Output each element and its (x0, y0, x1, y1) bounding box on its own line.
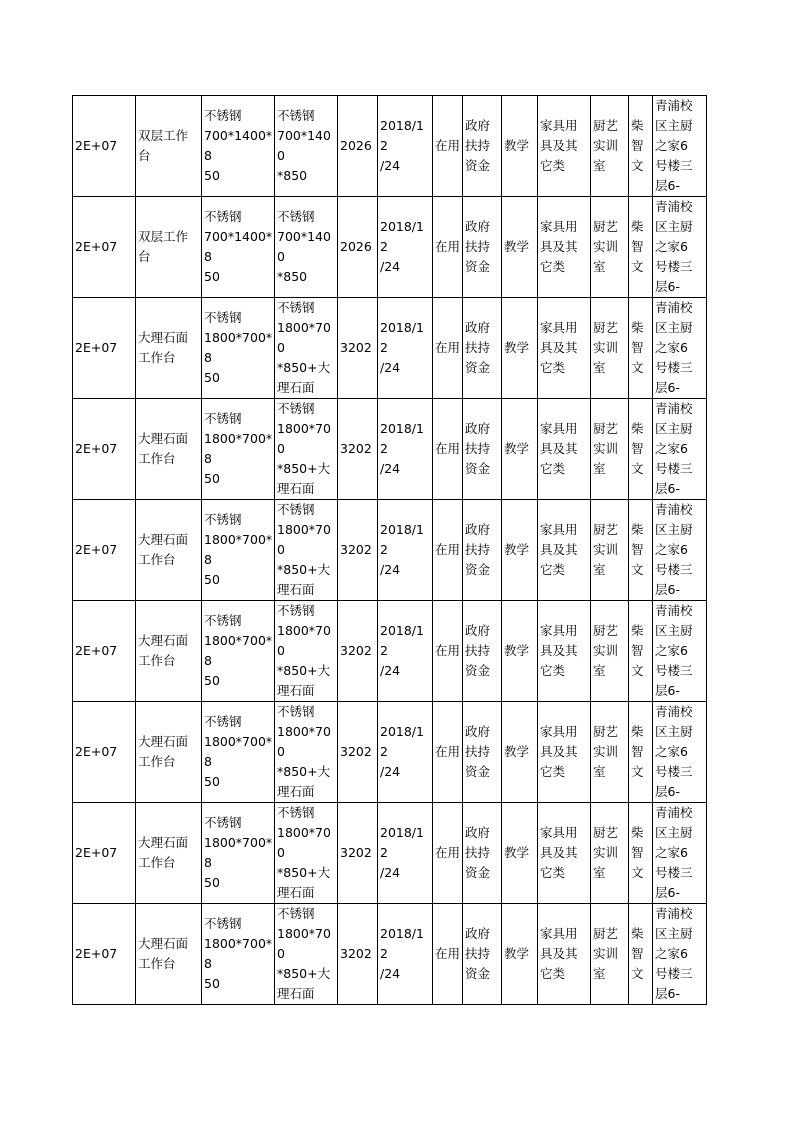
cell-location: 青浦校 区主厨 之家6 号楼三 层6- (653, 702, 707, 803)
cell-date: 2018/12 /24 (378, 399, 433, 500)
table-row (73, 96, 707, 197)
cell-material-spec: 不锈钢 1800*700*8 50 (202, 601, 275, 702)
cell-spec: 不锈钢 1800*700 *850+大 理石面 (275, 399, 338, 500)
cell-room: 厨艺 实训 室 (591, 298, 629, 399)
cell-status: 在用 (433, 500, 463, 601)
cell-status: 在用 (433, 298, 463, 399)
cell-room: 厨艺 实训 室 (591, 500, 629, 601)
cell-spec: 不锈钢 1800*700 *850+大 理石面 (275, 500, 338, 601)
cell-funding: 政府 扶持 资金 (463, 702, 502, 803)
cell-value: 2E+07 (73, 298, 136, 399)
cell-location: 青浦校 区主厨 之家6 号楼三 层6- (653, 96, 707, 197)
cell-date: 2018/12 /24 (378, 197, 433, 298)
cell-date: 2018/12 /24 (378, 904, 433, 1005)
cell-spec: 不锈钢 1800*700 *850+大 理石面 (275, 298, 338, 399)
cell-spec: 不锈钢 1800*700 *850+大 理石面 (275, 601, 338, 702)
cell-location: 青浦校 区主厨 之家6 号楼三 层6- (653, 500, 707, 601)
cell-value: 2E+07 (73, 96, 136, 197)
cell-category: 家具用 具及其 它类 (538, 601, 591, 702)
cell-material-spec: 不锈钢 1800*700*8 50 (202, 803, 275, 904)
cell-name: 大理石面 工作台 (136, 399, 202, 500)
cell-location: 青浦校 区主厨 之家6 号楼三 层6- (653, 298, 707, 399)
cell-usage: 教学 (502, 298, 538, 399)
table-row (73, 702, 707, 803)
cell-person: 柴 智 文 (629, 904, 653, 1005)
cell-date: 2018/12 /24 (378, 803, 433, 904)
cell-funding: 政府 扶持 资金 (463, 399, 502, 500)
cell-name: 大理石面 工作台 (136, 500, 202, 601)
cell-category: 家具用 具及其 它类 (538, 298, 591, 399)
cell-funding: 政府 扶持 资金 (463, 904, 502, 1005)
cell-name: 大理石面 工作台 (136, 601, 202, 702)
cell-status: 在用 (433, 803, 463, 904)
cell-person: 柴 智 文 (629, 601, 653, 702)
cell-usage: 教学 (502, 904, 538, 1005)
cell-amount: 3202 (338, 500, 378, 601)
cell-spec: 不锈钢 1800*700 *850+大 理石面 (275, 803, 338, 904)
cell-name: 大理石面 工作台 (136, 702, 202, 803)
cell-material-spec: 不锈钢 1800*700*8 50 (202, 702, 275, 803)
table-row (73, 500, 707, 601)
cell-location: 青浦校 区主厨 之家6 号楼三 层6- (653, 803, 707, 904)
cell-amount: 3202 (338, 904, 378, 1005)
cell-funding: 政府 扶持 资金 (463, 601, 502, 702)
cell-status: 在用 (433, 702, 463, 803)
cell-person: 柴 智 文 (629, 298, 653, 399)
cell-material-spec: 不锈钢 1800*700*8 50 (202, 399, 275, 500)
cell-value: 2E+07 (73, 702, 136, 803)
cell-amount: 3202 (338, 399, 378, 500)
cell-value: 2E+07 (73, 399, 136, 500)
cell-room: 厨艺 实训 室 (591, 904, 629, 1005)
cell-location: 青浦校 区主厨 之家6 号楼三 层6- (653, 904, 707, 1005)
cell-person: 柴 智 文 (629, 197, 653, 298)
cell-value: 2E+07 (73, 500, 136, 601)
cell-person: 柴 智 文 (629, 96, 653, 197)
cell-usage: 教学 (502, 500, 538, 601)
cell-status: 在用 (433, 197, 463, 298)
cell-person: 柴 智 文 (629, 803, 653, 904)
cell-category: 家具用 具及其 它类 (538, 803, 591, 904)
table-row (73, 601, 707, 702)
cell-material-spec: 不锈钢 700*1400*8 50 (202, 197, 275, 298)
table-row (73, 803, 707, 904)
cell-person: 柴 智 文 (629, 500, 653, 601)
cell-status: 在用 (433, 96, 463, 197)
cell-location: 青浦校 区主厨 之家6 号楼三 层6- (653, 399, 707, 500)
cell-category: 家具用 具及其 它类 (538, 96, 591, 197)
cell-amount: 3202 (338, 803, 378, 904)
cell-usage: 教学 (502, 803, 538, 904)
cell-amount: 3202 (338, 702, 378, 803)
cell-material-spec: 不锈钢 1800*700*8 50 (202, 904, 275, 1005)
cell-name: 双层工作 台 (136, 96, 202, 197)
cell-amount: 3202 (338, 298, 378, 399)
cell-category: 家具用 具及其 它类 (538, 904, 591, 1005)
cell-usage: 教学 (502, 197, 538, 298)
cell-value: 2E+07 (73, 904, 136, 1005)
cell-room: 厨艺 实训 室 (591, 399, 629, 500)
cell-category: 家具用 具及其 它类 (538, 702, 591, 803)
cell-date: 2018/12 /24 (378, 96, 433, 197)
cell-room: 厨艺 实训 室 (591, 803, 629, 904)
cell-name: 大理石面 工作台 (136, 803, 202, 904)
table-row (73, 197, 707, 298)
cell-name: 双层工作 台 (136, 197, 202, 298)
cell-funding: 政府 扶持 资金 (463, 298, 502, 399)
cell-category: 家具用 具及其 它类 (538, 197, 591, 298)
cell-amount: 2026 (338, 96, 378, 197)
cell-funding: 政府 扶持 资金 (463, 197, 502, 298)
table-row (73, 298, 707, 399)
cell-date: 2018/12 /24 (378, 500, 433, 601)
table-body (73, 96, 707, 1005)
cell-spec: 不锈钢 1800*700 *850+大 理石面 (275, 702, 338, 803)
cell-spec: 不锈钢 700*1400 *850 (275, 197, 338, 298)
cell-room: 厨艺 实训 室 (591, 702, 629, 803)
cell-material-spec: 不锈钢 1800*700*8 50 (202, 500, 275, 601)
cell-material-spec: 不锈钢 700*1400*8 50 (202, 96, 275, 197)
cell-usage: 教学 (502, 96, 538, 197)
cell-name: 大理石面 工作台 (136, 904, 202, 1005)
cell-funding: 政府 扶持 资金 (463, 803, 502, 904)
cell-amount: 2026 (338, 197, 378, 298)
cell-value: 2E+07 (73, 803, 136, 904)
cell-person: 柴 智 文 (629, 399, 653, 500)
cell-value: 2E+07 (73, 601, 136, 702)
cell-usage: 教学 (502, 399, 538, 500)
cell-room: 厨艺 实训 室 (591, 601, 629, 702)
table-row (73, 399, 707, 500)
cell-spec: 不锈钢 1800*700 *850+大 理石面 (275, 904, 338, 1005)
cell-funding: 政府 扶持 资金 (463, 96, 502, 197)
cell-date: 2018/12 /24 (378, 298, 433, 399)
cell-name: 大理石面 工作台 (136, 298, 202, 399)
cell-room: 厨艺 实训 室 (591, 96, 629, 197)
cell-room: 厨艺 实训 室 (591, 197, 629, 298)
cell-person: 柴 智 文 (629, 702, 653, 803)
asset-table (72, 95, 707, 1005)
cell-location: 青浦校 区主厨 之家6 号楼三 层6- (653, 601, 707, 702)
cell-funding: 政府 扶持 资金 (463, 500, 502, 601)
cell-category: 家具用 具及其 它类 (538, 500, 591, 601)
cell-material-spec: 不锈钢 1800*700*8 50 (202, 298, 275, 399)
cell-date: 2018/12 /24 (378, 601, 433, 702)
cell-status: 在用 (433, 601, 463, 702)
cell-value: 2E+07 (73, 197, 136, 298)
cell-date: 2018/12 /24 (378, 702, 433, 803)
cell-status: 在用 (433, 399, 463, 500)
cell-status: 在用 (433, 904, 463, 1005)
cell-amount: 3202 (338, 601, 378, 702)
cell-usage: 教学 (502, 702, 538, 803)
cell-location: 青浦校 区主厨 之家6 号楼三 层6- (653, 197, 707, 298)
cell-category: 家具用 具及其 它类 (538, 399, 591, 500)
table-row (73, 904, 707, 1005)
cell-spec: 不锈钢 700*1400 *850 (275, 96, 338, 197)
cell-usage: 教学 (502, 601, 538, 702)
